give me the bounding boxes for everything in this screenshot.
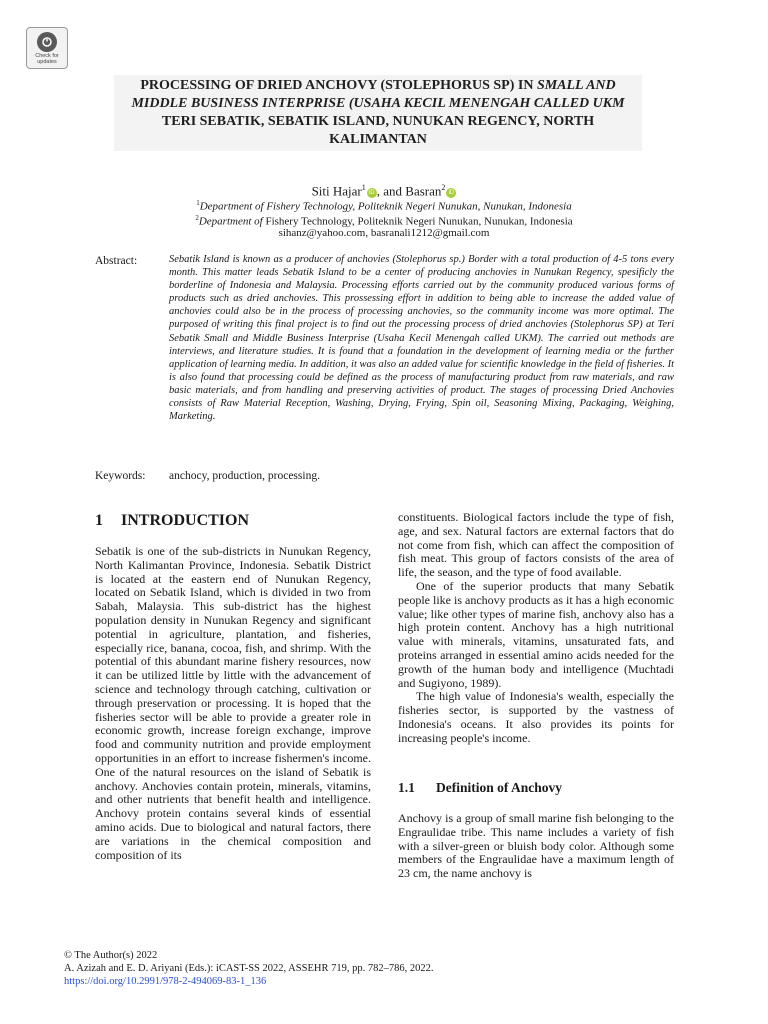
keywords-text: anchocy, production, processing. <box>169 470 320 482</box>
check-for-updates-icon <box>37 32 57 52</box>
aff-1-text: Department of Fishery Technology, Politeknik Negeri Nunukan, Nunukan, Indonesia <box>199 200 572 213</box>
definition-paragraph-1: Anchovy is a group of small marine fish belonging to the Engraulidae tribe. This name includes a variety of fish with a silver-green or bluish body color. Although some members of the Engraulidae have a maximum length of 23 cm, the name anchovy is <box>398 811 674 881</box>
keywords-label: Keywords: <box>95 470 146 482</box>
section-title: INTRODUCTION <box>121 512 250 529</box>
abstract-text: Sebatik Island is known as a producer of anchovies (Stolephorus sp.) Border with a total production of 4-5 tons every month. This matter leads Sebatik Island to be a center of producing anchovies in Nunukan Regency, spesificly the borderline of Indonesia and Malaysia. Processing efforts carried out by the community produced various forms of products such as dried anchovies. This prossessing effort in addition to being able to increase the added value of anchovies could also be in the process of processing anchovies, so the community income was more optimal. The purposed of writing this final project is to find out the processing process of dried anchovies (Stolephorus SP) at Teri Sebatik Small and Middle Business Interprise (Usaha Kecil Menengah called UKM). The carried out methods are interviews, and literature studies. It is found that a foundation in the development of learning media or the further application of learning media. In addition, it was also an added value for scientific knowledge in the field of fisheries. It is also found that processing could be defined as the process of manufacturing product from raw materials, and raw basic materials, and from handling and preserving activities of product. The stages of processing Dried Anchovies consists of Raw Material Reception, Washing, Drying, Frying, Spin oil, Seasoning Mixing, Packaging, Weighing, Marketing. <box>169 254 674 423</box>
author-2: Basran <box>405 183 442 199</box>
aff-1-sup: 1 <box>196 199 200 207</box>
section-number: 1 <box>95 512 103 529</box>
intro-paragraph-3: The high value of Indonesia's wealth, especially the fisheries sector, is supported by the vastness of Indonesia's oceans. It also provides its points for increasing people's income. <box>398 689 674 745</box>
title-part1: PROCESSING OF DRIED ANCHOVY (STOLEPHORUS SP) IN <box>140 78 534 93</box>
definition-column <box>398 812 674 881</box>
aff-2-sup: 2 <box>195 214 199 222</box>
subsection-title: Definition of Anchovy <box>436 780 563 795</box>
author-1: Siti Hajar <box>311 183 362 199</box>
author-1-sup: 1 <box>361 183 366 192</box>
title-part2: SMALL AND MIDDLE BUSINESS INTERPRISE (USAHA KECIL MENENGAH CALLED UKM <box>131 78 625 111</box>
subsection-heading-definition <box>398 780 562 796</box>
intro-paragraph-1-continued: constituents. Biological factors include the type of fish, age, and sex. Natural factors are external factors that do not come from fish, which can affect the composition of fish meat. This group of factors consists of the area of life, the season, and the type of food available. <box>398 510 674 580</box>
orcid-icon[interactable]: iD <box>446 188 456 198</box>
author-2-sup: 2 <box>441 183 446 192</box>
citation-line: A. Azizah and E. D. Ariyani (Eds.): iCAST-SS 2022, ASSEHR 719, pp. 782–786, 2022. <box>64 963 434 974</box>
right-column <box>398 511 674 746</box>
aff-2-italic: Department of <box>198 215 266 228</box>
author-separator: , and <box>376 183 406 199</box>
intro-paragraph-1: Sebatik is one of the sub-districts in Nunukan Regency, North Kalimantan Province, Indonesia. Sebatik District is located at the eastern end of Nunukan Regency, located on Sebatik Island, which is divided in two from Sabah, Malaysia. This sub-district has the highest population density in Nunukan Regency and significant potential in agriculture, plantation, and fisheries, especially rice, banana, cocoa, fish, and shrimp. With the potential of this abundant marine fishery resources, now it can be utilized little by little with the advancement of science and technology through catching, cultivation or through preservation or processing. It is hoped that the fisheries sector will be able to provide a greater role in economic growth, increase foreign exchange, improve food and community nutrition and provide employment opportunities in an effort to increase fishermen's income. One of the natural resources on the island of Sebatik is anchovy. Anchovies contain protein, minerals, vitamins, and other nutrients that benefit health and intelligence. Anchovy protein contains several kinds of essential amino acids. Due to biological and natural factors, there are variations in the chemical composition and composition of its <box>95 544 371 862</box>
subsection-number: 1.1 <box>398 780 415 795</box>
check-for-updates-label: Check for updates <box>35 53 59 65</box>
left-column <box>95 545 371 862</box>
intro-paragraph-2: One of the superior products that many Sebatik people like is anchovy products as it has a high economic value; like other types of marine fish, anchovy also has a high protein content. Anchovy has a high nutritional value with minerals, vitamins, unsaturated fats, and proteins arranged in essential amino acids needed for the growth of the human body and intelligence (Muchtadi and Sugiyono, 1989). <box>398 578 674 690</box>
aff-2-text: Fishery Technology, Politeknik Negeri Nunukan, Nunukan, Indonesia <box>265 215 573 228</box>
paper-title <box>114 77 642 149</box>
copyright-notice: © The Author(s) 2022 <box>64 950 158 961</box>
abstract-label: Abstract: <box>95 255 138 267</box>
author-emails: sihanz@yahoo.com, basranali1212@gmail.com <box>278 227 490 239</box>
title-part3: TERI SEBATIK, SEBATIK ISLAND, NUNUKAN REGENCY, NORTH KALIMANTAN <box>161 114 595 147</box>
doi-link[interactable]: https://doi.org/10.2991/978-2-494069-83-1_136 <box>64 976 267 987</box>
check-for-updates-badge[interactable] <box>26 27 68 69</box>
section-heading-introduction <box>95 512 249 530</box>
orcid-icon[interactable]: iD <box>367 188 377 198</box>
